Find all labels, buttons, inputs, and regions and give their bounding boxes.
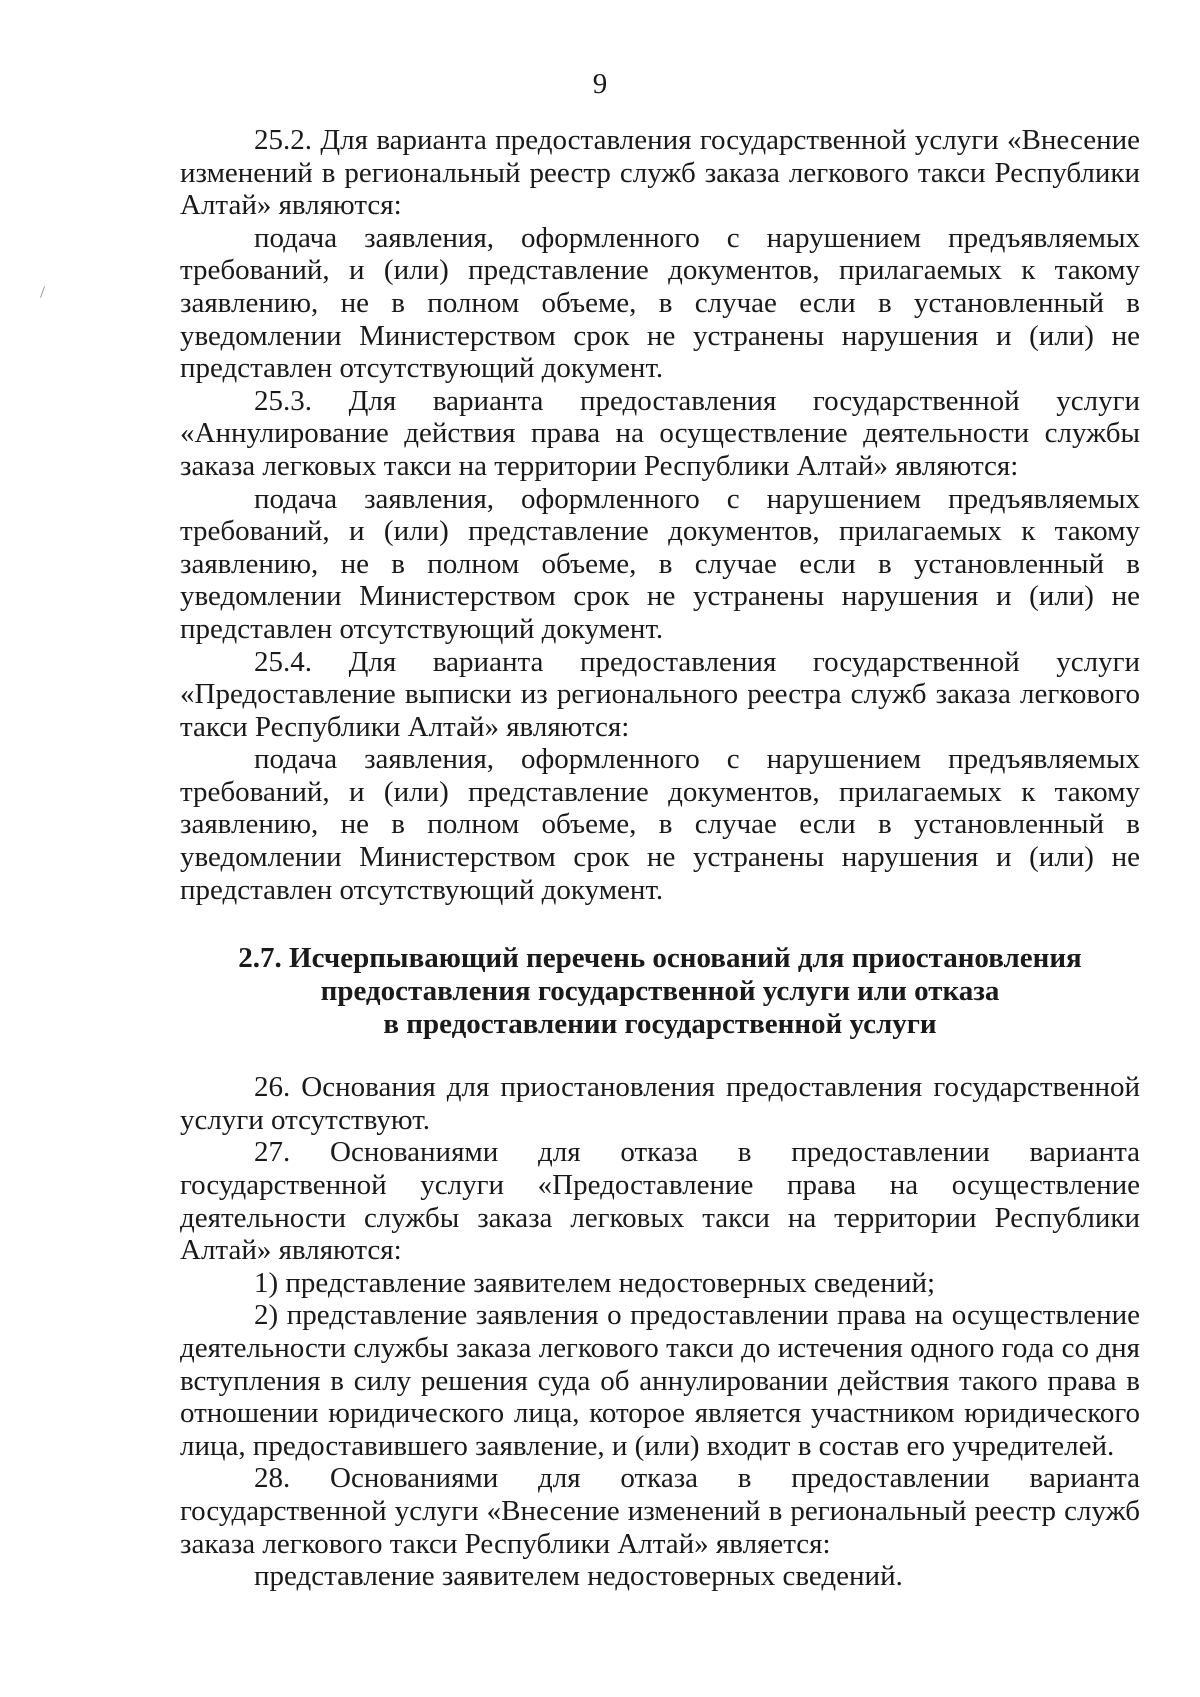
page-number: 9 (592, 68, 608, 100)
paragraph-27: 27. Основаниями для отказа в предоставлении варианта государственной услуги «Предоставление права на осуществление деятельности службы заказа легковых такси на территории Республики Алтай» являются: (180, 1136, 1140, 1267)
paragraph-25-4: 25.4. Для варианта предоставления государственной услуги «Предоставление выписки из регионального реестра служб заказа легкового такси Республики Алтай» являются: (180, 645, 1140, 743)
section-heading-line: 2.7. Исчерпывающий перечень оснований для приостановления (238, 942, 1082, 975)
paragraph-25-3-grounds: подача заявления, оформленного с нарушением предъявляемых требований, и (или) представление документов, прилагаемых к такому заявлению, не в полном объеме, в случае если в установленный в уведомлении Министерством срок не устранены нарушения и (или) не представлен отсутствующий документ. (180, 482, 1140, 645)
paragraph-25-4-grounds: подача заявления, оформленного с нарушением предъявляемых требований, и (или) представление документов, прилагаемых к такому заявлению, не в полном объеме, в случае если в установленный в уведомлении Министерством срок не устранены нарушения и (или) не представлен отсутствующий документ. (180, 743, 1140, 906)
section-heading-line: в предоставлении государственной услуги (383, 1008, 937, 1041)
section-heading-2-7 (180, 942, 1140, 1041)
paragraph-28-grounds: представление заявителем недостоверных сведений. (254, 1560, 903, 1593)
document-body (180, 124, 1140, 1593)
margin-pen-mark (40, 286, 45, 298)
paragraph-27-item-1: 1) представление заявителем недостоверных сведений; (254, 1266, 936, 1299)
paragraph-27-item-2: 2) представление заявления о предоставлении права на осуществление деятельности службы заказа легкового такси до истечения одного года со дня вступления в силу решения суда об аннулировании действия такого права в отношении юридического лица, которое является участником юридического лица, предоставившего заявление, и (или) входит в состав его учредителей. (180, 1299, 1140, 1462)
paragraph-28: 28. Основаниями для отказа в предоставлении варианта государственной услуги «Внесение изменений в региональный реестр служб заказа легкового такси Республики Алтай» является: (180, 1462, 1140, 1560)
paragraph-25-2: 25.2. Для варианта предоставления государственной услуги «Внесение изменений в региональный реестр служб заказа легкового такси Республики Алтай» являются: (180, 124, 1140, 222)
section-heading-line: предоставления государственной услуги или отказа (320, 975, 1000, 1008)
paragraph-25-3: 25.3. Для варианта предоставления государственной услуги «Аннулирование действия права на осуществление деятельности службы заказа легковых такси на территории Республики Алтай» являются: (180, 384, 1140, 482)
paragraph-26: 26. Основания для приостановления предоставления государственной услуги отсутствуют. (180, 1071, 1140, 1136)
paragraph-25-2-grounds: подача заявления, оформленного с нарушением предъявляемых требований, и (или) представление документов, прилагаемых к такому заявлению, не в полном объеме, в случае если в установленный в уведомлении Министерством срок не устранены нарушения и (или) не представлен отсутствующий документ. (180, 221, 1140, 385)
